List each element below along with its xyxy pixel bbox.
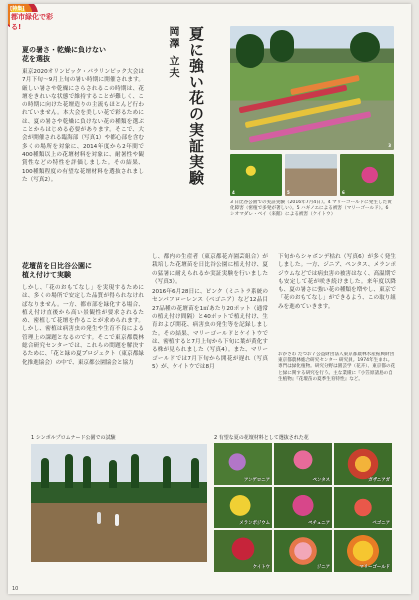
photo-celosia-damage xyxy=(340,154,394,196)
photo-5-number: 5 xyxy=(287,190,290,195)
figure-1-label: 1 シンボルプロムナード公園での試験 xyxy=(31,435,116,441)
flower-cell xyxy=(274,443,332,485)
section-heading-2: 花壇苗を日比谷公園に 植え付けて実験 xyxy=(22,262,92,279)
flower-label: ベゴニア xyxy=(372,521,390,527)
flower-label: マリーゴールド xyxy=(359,565,390,570)
flower-cell xyxy=(334,487,392,529)
flower-label: ペチュニア xyxy=(308,521,330,527)
photo-marigold-damage xyxy=(230,154,282,196)
section-heading-1: 夏の暑さ・乾燥に負けない 花を選抜 xyxy=(22,46,106,63)
flower-label: ジニア xyxy=(316,565,330,570)
flower-label: アンゲロニア xyxy=(243,477,270,483)
flower-cell xyxy=(274,487,332,529)
col2-paragraph-1: し、都内の生産者（東京都花卉園芸組合）が栽培した花壇苗を日比谷公園に植え付け、夏の猛暑に耐えられるか実証実験を行いました（写真3）。 xyxy=(152,254,268,285)
photo-park-trial xyxy=(230,26,394,150)
author-profile: おかざわ たつお / 公益財団法人東京都農林水産振興財団 東京都農林総合研究センター 研究員。1974年生まれ。専門は緑化植物。研究分野は園芸学（花卉）、東京都の花と緑に関する研究を行う。主な業績に『小笠原諸島の自生植物』『花壇苗の夏季生育特性』など。 xyxy=(278,352,396,382)
col2-paragraph-2: 2016年6月28日に、ピンク（ミニトラ系統のセンパフローレンス（ベゴニア）など12品目27品種の花壇苗を1㎡あたり20ポット（通常の植え付け間隔）と40ポットで植え付け、生育および開花、病害虫の発生等を記録しました。その結果、マリーゴールドとケイトウでは、密植すると7月上旬から下旬に葉が黄化する株が見られました（写真4）。また、マリーゴールドでは7月下旬から開花が遅れ（写真5）が、ケイトウでは8月 xyxy=(152,289,268,370)
section-body-1: 東京2020オリンピック・パラリンピック大会は7月下旬〜9月上旬の暑い時期に開催されます。厳しい暑さや乾燥にさらされるこの時期は、花壇をきれいな状態で維持することが難しく、この時期に向けた花壇造りの主流もほとんど行われていません。本大会を美しい花で彩るためには、夏の暑さや乾燥に負けない花の種類を選ぶことからはじめる必要があります。そこで、大会が開催される臨海部（写真1）や都心部を含む多くの場所を対象に、2014年度から2年間で400種類以上の花壇材料を対象に、耐暑性や観賞性などの特性を評価しました。その結果、100種類程度の有望な花壇材料を選抜されました（写真2）。 xyxy=(22,69,144,183)
flower-cell xyxy=(334,443,392,485)
series-label: [特集] xyxy=(10,6,25,12)
photo-3-number: 3 xyxy=(388,143,391,148)
flower-cell xyxy=(334,530,392,572)
photo-4-number: 4 xyxy=(232,190,235,195)
flower-label: メランポジウム xyxy=(239,521,270,527)
article-author: 岡澤 立夫 xyxy=(167,26,178,80)
flower-label: ガザニアガ xyxy=(368,477,390,483)
photo-6-number: 6 xyxy=(342,190,345,195)
photo-caption: 3 日比谷公園での実証実験（2016年7月4日）。4 マリーゴールドに発生した黄化障害（密植で多発が著しい）。5 ハギノエによる被害（マリーゴールド）。6 シオマダレ・ベイ（来館）による被害（ケイトウ） xyxy=(230,200,392,218)
section-body-2: しかし、「花のおもてなし」を実現するためには、多くの場所で安定した品質が得られなければなりません。一方、都市部を緑化する場合、植え付け直後から高い景観性が要求されるため、密植して花壇を作ることが求められます。しかし、密植は病害虫の発生や生育不良による管理上の課題となるのです。そこで東京都農林総合研究センターでは、これらの問題を解決するために、「花と緑の夏プロジェクト（東京都緑化推進協会）の中で、東京都公園協会と協力 xyxy=(22,285,144,366)
series-title: 都市緑化で彩る! xyxy=(10,12,58,32)
col3-paragraph-1: 下旬からシャボンデ枯れ（写真6）が多く発生しました。一方、ジニア、ペンタス、メランポジウムなどでは病虫害の被害はなく、高温期でも安定して花が咲き続けました。来年度以降も、夏の暑さに強い花の種類を増やし、東京で「花のおもてなし」ができるよう、この取り組みを進めていきます。 xyxy=(278,254,396,310)
flower-cell xyxy=(214,443,272,485)
magazine-page xyxy=(8,4,411,594)
page-number: 10 xyxy=(12,586,19,592)
series-badge xyxy=(8,4,58,31)
figure-2-label: 2 有望な夏の花壇材料として選抜された花 xyxy=(214,435,309,441)
flower-cell xyxy=(274,530,332,572)
photo-greenhouse-trial xyxy=(31,444,207,562)
flower-cell xyxy=(214,487,272,529)
flower-label: ケイトウ xyxy=(252,565,270,570)
article-title: 夏に強い花の実証実験 xyxy=(187,26,205,186)
photo-pest-damage xyxy=(285,154,337,196)
flower-cell xyxy=(214,530,272,572)
flower-label: ペンタス xyxy=(312,477,330,483)
flower-grid xyxy=(214,443,392,572)
